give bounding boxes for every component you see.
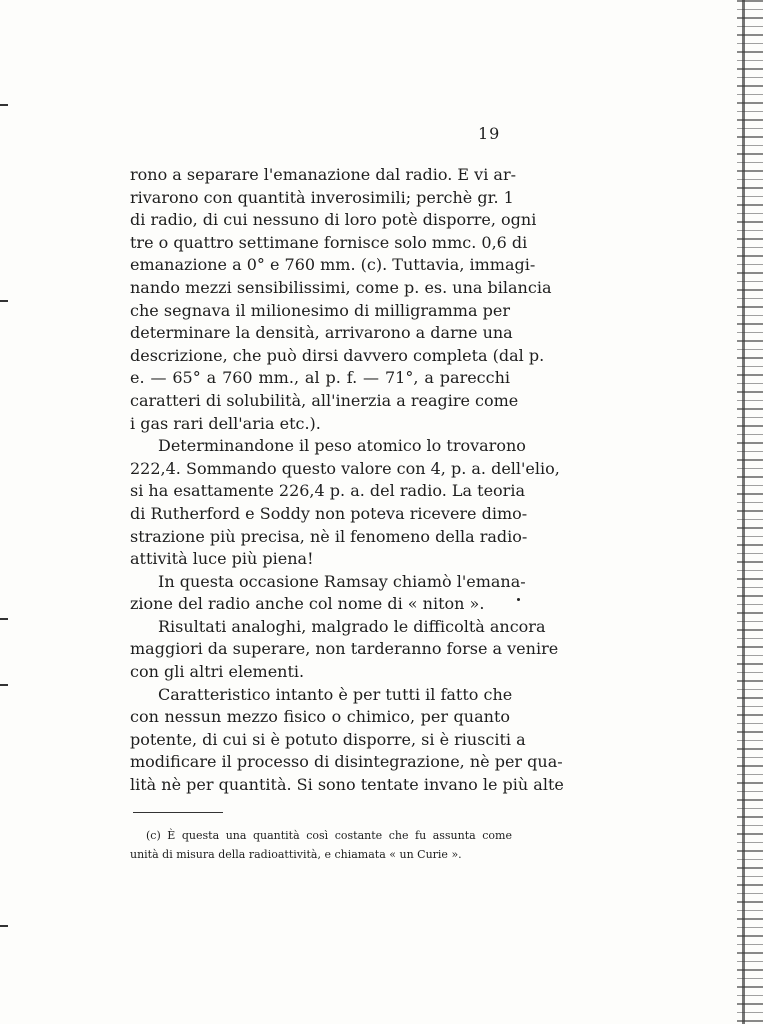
scan-margin-mark bbox=[0, 618, 8, 620]
text-line: caratteri di solubilità, all'inerzia a reagire come bbox=[130, 390, 519, 410]
text-line: In questa occasione Ramsay chiamò l'emana- bbox=[158, 571, 526, 591]
scan-binding-line bbox=[742, 0, 745, 1024]
scan-speck bbox=[517, 598, 520, 601]
text-line: Caratteristico intanto è per tutti il fatto che bbox=[158, 684, 513, 704]
text-line: emanazione a 0° e 760 mm. (c). Tuttavia, immagi- bbox=[130, 255, 536, 275]
page-number: 19 bbox=[478, 124, 501, 143]
text-line: maggiori da superare, non tarderanno forse a venire bbox=[130, 639, 559, 659]
text-line: modificare il processo di disintegrazione, nè per qua- bbox=[130, 752, 563, 772]
paragraph bbox=[130, 616, 559, 684]
text-line: determinare la densità, arrivarono a darne una bbox=[130, 323, 513, 343]
paragraph bbox=[130, 684, 564, 797]
paragraph bbox=[130, 571, 526, 616]
scan-margin-mark bbox=[0, 300, 8, 302]
text-line: nando mezzi sensibilissimi, come p. es. una bilancia bbox=[130, 277, 552, 297]
text-line: con gli altri elementi. bbox=[130, 662, 305, 682]
text-line: si ha esattamente 226,4 p. a. del radio. La teoria bbox=[130, 481, 525, 501]
text-line: lità nè per quantità. Si sono tentate invano le più alte bbox=[130, 775, 564, 795]
body-text bbox=[130, 164, 564, 797]
scan-margin-mark bbox=[0, 104, 8, 106]
text-line: rono a separare l'emanazione dal radio. E vi ar- bbox=[130, 165, 517, 184]
text-line: i gas rari dell'aria etc.). bbox=[130, 413, 321, 433]
text-line: che segnava il milionesimo di milligramma per bbox=[130, 300, 510, 320]
paragraph bbox=[130, 164, 552, 435]
footnote-line: unità di misura della radioattività, e chiamata « un Curie ». bbox=[130, 848, 462, 861]
text-line: e. — 65° a 760 mm., al p. f. — 71°, a parecchi bbox=[130, 368, 510, 388]
text-line: Risultati analoghi, malgrado le difficoltà ancora bbox=[158, 616, 546, 636]
text-line: potente, di cui si è potuto disporre, si è riusciti a bbox=[130, 729, 526, 749]
text-line: rivarono con quantità inverosimili; perchè gr. 1 bbox=[130, 187, 514, 207]
scan-margin-mark bbox=[0, 684, 8, 686]
footnote-rule bbox=[133, 812, 223, 813]
footnote bbox=[130, 826, 512, 864]
text-line: con nessun mezzo fisico o chimico, per quanto bbox=[130, 707, 510, 727]
text-line: 222,4. Sommando questo valore con 4, p. a. dell'elio, bbox=[130, 458, 560, 478]
text-line: strazione più precisa, nè il fenomeno della radio- bbox=[130, 526, 528, 546]
text-line: attività luce più piena! bbox=[130, 549, 314, 569]
paragraph bbox=[130, 435, 560, 571]
scan-binding-edge bbox=[737, 0, 763, 1024]
scan-margin-mark bbox=[0, 925, 8, 927]
text-line: di radio, di cui nessuno di loro potè disporre, ogni bbox=[130, 210, 537, 230]
text-line: tre o quattro settimane fornisce solo mmc. 0,6 di bbox=[130, 232, 528, 252]
text-line: di Rutherford e Soddy non poteva ricevere dimo- bbox=[130, 503, 528, 523]
footnote-line: (c) È questa una quantità così costante che fu assunta come bbox=[146, 829, 512, 842]
text-line: Determinandone il peso atomico lo trovarono bbox=[158, 436, 526, 456]
text-line: descrizione, che può dirsi davvero completa (dal p. bbox=[130, 345, 545, 365]
text-line: zione del radio anche col nome di « niton ». bbox=[130, 594, 485, 614]
